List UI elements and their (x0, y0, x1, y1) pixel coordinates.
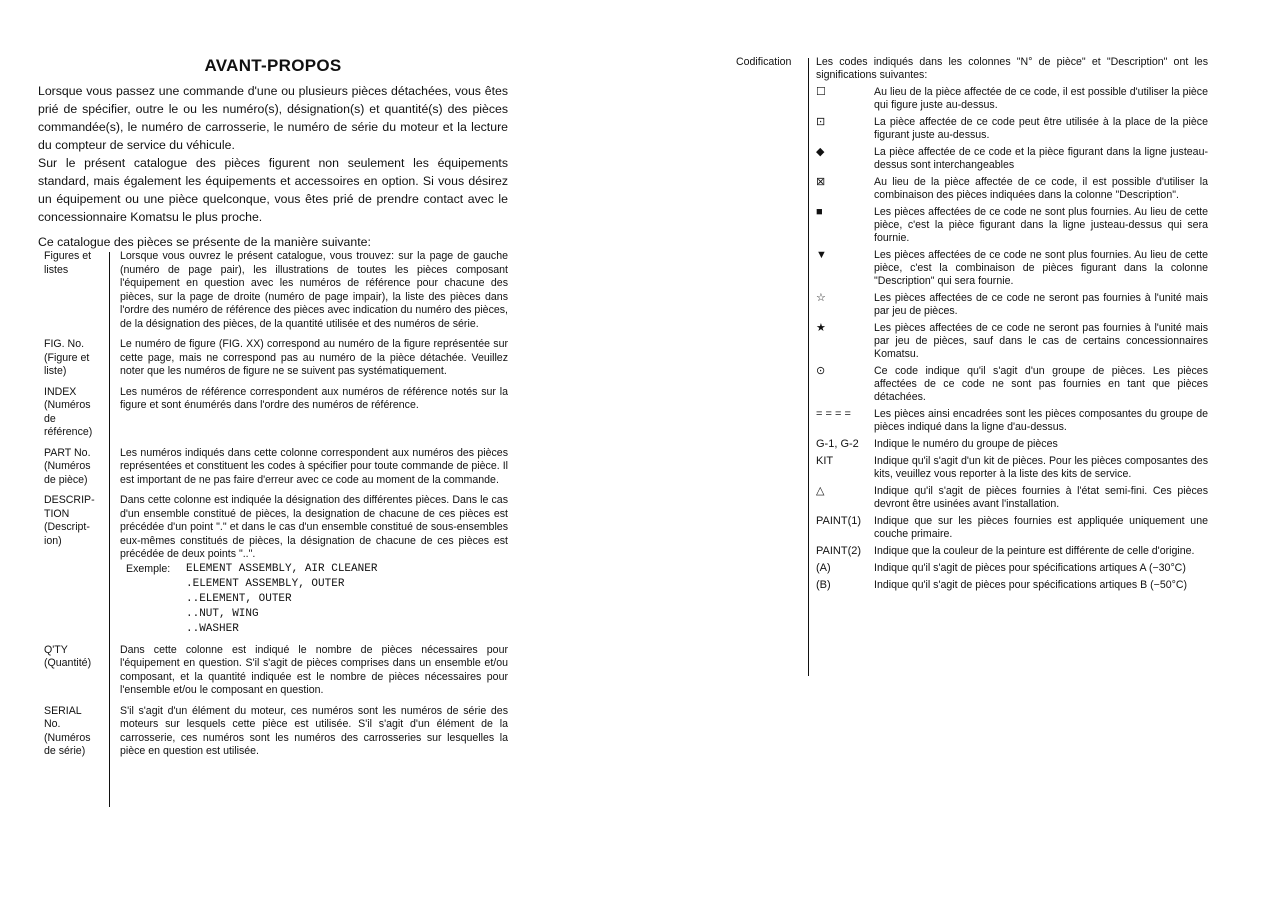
code-item (816, 249, 1208, 288)
definition-list (38, 250, 508, 759)
code-item (816, 562, 1208, 575)
code-desc: Les pièces ainsi encadrées sont les pièces composantes du groupe de pièces indiqué dans la ligne d'au-dessus. (874, 408, 1208, 433)
dotted-square-icon: ⊡ (816, 116, 826, 128)
definition-term: DESCRIP-TION (Descript-ion) (44, 494, 95, 547)
code-symbol: (A) (816, 562, 831, 574)
code-item (816, 116, 1208, 142)
left-page (38, 56, 508, 766)
code-symbol: KIT (816, 455, 834, 467)
code-item (816, 579, 1208, 592)
definition-desc: Le numéro de figure (FIG. XX) correspond au numéro de la figure représentée sur cette page, mais ne correspond pas au numéro de la pièce détachée. Veuillez noter que les numéros de figure ne se suivent pas systématiquement. (120, 338, 508, 377)
code-desc: Indique qu'il s'agit de pièces pour spécifications artiques A (−30°C) (874, 562, 1186, 574)
code-desc: Ce code indique qu'il s'agit d'un groupe de pièces. Les pièces affectées de ce code ne sont pas fournies en tant que pièces détachées. (874, 365, 1208, 403)
code-item (816, 455, 1208, 481)
code-item (816, 206, 1208, 245)
definition-term: PART No. (Numéros de pièce) (44, 446, 91, 486)
intro-paragraph-1: Lorsque vous passez une commande d'une ou plusieurs pièces détachées, vous êtes prié de spécifier, outre le ou les numéro(s), désignation(s) et quantité(s) des pièces commandée(s), le numéro de carrosserie, le numéro de série du moteur et la lecture du compteur de service du véhicule. (38, 84, 508, 152)
definition-desc: Dans cette colonne est indiqué le nombre de pièces nécessaires pour l'équipement en question. S'il s'agit de pièces comprises dans un ensemble et/ou composant, et la quantité indiquée est le nombre de pièces nécessaires pour l'ensemble et/ou le composant en question. (120, 643, 508, 696)
example-line: ..NUT, WING (186, 607, 259, 620)
definition-term: INDEX (Numéros de référence) (44, 385, 93, 438)
code-desc: Les pièces affectées de ce code ne seront pas fournies à l'unité mais par jeu de pièces. (874, 292, 1208, 317)
definition-term: SERIAL No. (Numéros de série) (44, 704, 91, 757)
diamond-icon: ◆ (816, 146, 825, 158)
code-item (816, 515, 1208, 541)
code-desc: La pièce affectée de ce code peut être utilisée à la place de la pièce figurant juste au-dessus. (874, 116, 1208, 141)
code-item (816, 322, 1208, 361)
code-desc: Indique qu'il s'agit d'un kit de pièces. Pour les pièces composantes des kits, veuillez vous reporter à la liste des kits de service. (874, 455, 1208, 480)
code-item (816, 176, 1208, 202)
code-list (816, 86, 1208, 592)
code-symbol: G-1, G-2 (816, 438, 859, 450)
intro-paragraph-2: Sur le présent catalogue des pièces figurent non seulement les équipements standard, mais également les équipements et accessoires en option. Si vous désirez un équipement ou une pièce quelconque, vous êtes prié de prendre contact avec le concessionnaire Komatsu le plus proche. (38, 156, 508, 224)
code-desc: Les pièces affectées de ce code ne sont plus fournies. Au lieu de cette pièce, c'est la pièce figurant dans la ligne justeau-dessus qui sera fournie. (874, 206, 1208, 244)
catalogue-intro: Ce catalogue des pièces se présente de la manière suivante: (38, 235, 371, 249)
code-item (816, 86, 1208, 112)
example-line: .ELEMENT ASSEMBLY, OUTER (186, 577, 345, 590)
code-item (816, 408, 1208, 434)
example-line: ..ELEMENT, OUTER (186, 592, 292, 605)
code-desc: Indique qu'il s'agit de pièces fournies à l'état semi-fini. Ces pièces devront être usinées avant l'installation. (874, 485, 1208, 510)
code-desc: Les pièces affectées de ce code ne seront pas fournies à l'unité mais par jeu de pièces, sauf dans le cas de certains concessionnaires Komatsu. (874, 322, 1208, 360)
code-item (816, 365, 1208, 404)
description-example (120, 562, 508, 637)
code-desc: Au lieu de la pièce affectée de ce code, il est possible d'utiliser la pièce qui figure juste au-dessus. (874, 86, 1208, 111)
example-line: ELEMENT ASSEMBLY, AIR CLEANER (186, 562, 378, 575)
code-item (816, 292, 1208, 318)
dashed-frame-icon: = = = = (816, 408, 851, 420)
definition-desc: Lorsque vous ouvrez le présent catalogue, vous trouvez: sur la page de gauche (numéro de page pair), les illustrations de toutes les pièces composant l'équipement en question avec les numéros de référence pour chacune des pièces, sur la page de droite (numéro de page impair), la liste des pièces dans l'ordre des numéro de référence des pièces avec indication du numéro des pièces, de la désignation des pièces, de la quantité utilisée et des numéros de série. (120, 250, 508, 330)
code-desc: Les pièces affectées de ce code ne sont plus fournies. Au lieu de cette pièce, c'est la combinaison de pièces figurant dans la colonne "Description" qui sera fournie. (874, 249, 1208, 287)
code-symbol: PAINT(1) (816, 515, 862, 527)
code-desc: Indique que la couleur de la peinture est différente de celle d'origine. (874, 545, 1195, 557)
page-title: AVANT-PROPOS (204, 56, 342, 75)
filled-square-icon: ■ (816, 206, 823, 218)
down-triangle-icon: ▼ (816, 249, 827, 261)
code-item (816, 485, 1208, 511)
filled-star-icon: ★ (816, 322, 826, 334)
crossed-square-icon: ⊠ (816, 176, 826, 188)
code-symbol: PAINT(2) (816, 545, 862, 557)
definition-term: FIG. No. (Figure et liste) (44, 338, 90, 377)
triangle-icon: △ (816, 485, 825, 497)
code-desc: Indique qu'il s'agit de pièces pour spécifications artiques B (−50°C) (874, 579, 1188, 591)
code-desc: Indique le numéro du groupe de pièces (874, 438, 1058, 450)
outline-star-icon: ☆ (816, 292, 826, 304)
code-symbol: (B) (816, 579, 831, 591)
definition-desc: Dans cette colonne est indiquée la désignation des différentes pièces. Dans le cas d'un ensemble constitué de pièces, la designation de chacune de ces pièces est précédée d'un point "." et dans le cas d'un ensemble constitué de sous-ensembles eux-mêmes constitués de pièces, la désignation de chacune de ces pièces est précédée de deux points "..". (120, 494, 508, 560)
codification-term: Codification (736, 56, 792, 68)
example-label: Exemple: (126, 562, 171, 575)
code-item (816, 146, 1208, 172)
code-desc: Indique que sur les pièces fournies est appliquée uniquement une couche primaire. (874, 515, 1208, 540)
code-item (816, 545, 1208, 558)
code-desc: La pièce affectée de ce code et la pièce figurant dans la ligne justeau-dessus sont interchangeables (874, 146, 1208, 171)
code-desc: Au lieu de la pièce affectée de ce code, il est possible d'utiliser la combinaison des pièces indiquées dans la colonne "Description". (874, 176, 1208, 201)
right-page (736, 56, 1211, 592)
column-divider (808, 58, 809, 676)
example-line: ..WASHER (186, 622, 239, 635)
definition-desc: S'il s'agit d'un élément du moteur, ces numéros sont les numéros de série des moteurs sur lesquels cette pièce est utilisée. S'il s'agit d'un élément de la carrosserie, ces numéros sont les numéros des carrosseries sur lesquelles la pièce en question est utilisée. (120, 704, 508, 757)
definition-term: Figures et listes (44, 250, 92, 276)
definition-desc: Les numéros indiqués dans cette colonne correspondent aux numéros des pièces représentées et constituent les codes à spécifier pour toute commande de pièce. Il est important de ne pas faire d'erreur avec ce code au moment de la commande. (120, 446, 508, 486)
empty-square-icon: ☐ (816, 86, 826, 98)
intro-text (38, 82, 508, 226)
definition-desc: Les numéros de référence correspondent aux numéros de référence notés sur la figure et sont énumérés dans l'ordre des numéros de référence. (120, 385, 508, 411)
codification-intro: Les codes indiqués dans les colonnes "N° de pièce" et "Description" ont les significations suivantes: (816, 56, 1208, 81)
definition-term: Q'TY (Quantité) (44, 643, 92, 669)
column-divider (109, 252, 110, 807)
dotted-circle-icon: ⊙ (816, 365, 826, 377)
code-item (816, 438, 1208, 451)
